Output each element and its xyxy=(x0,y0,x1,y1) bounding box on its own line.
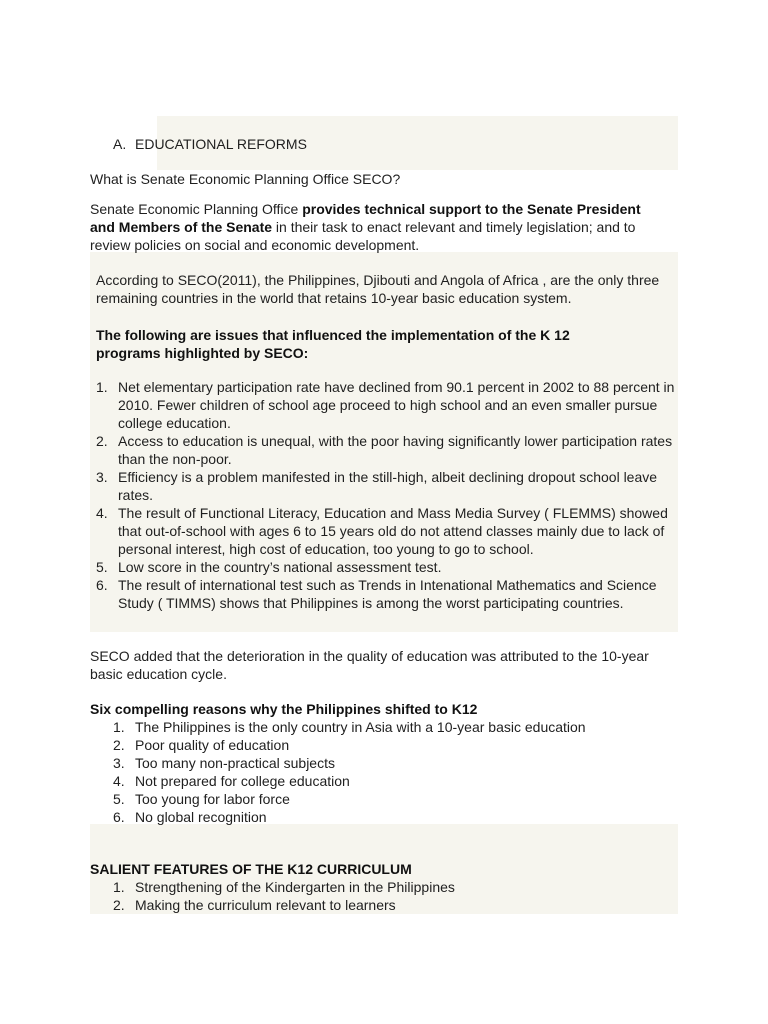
item-text: The result of Functional Literacy, Education and Mass Media Survey ( FLEMMS) showed that out-of-school with ages 6 to 15 years old do not attend classes mainly due to lack of personal interest, high cost of education, too young to go to school. xyxy=(118,505,668,557)
list-item xyxy=(113,790,673,808)
item-number: 4. xyxy=(113,773,125,789)
item-number: 4. xyxy=(96,505,108,521)
list-item xyxy=(96,378,678,432)
item-number: 2. xyxy=(96,433,108,449)
item-number: 5. xyxy=(96,559,108,575)
item-text: Not prepared for college education xyxy=(135,773,350,789)
item-text: Poor quality of education xyxy=(135,737,290,753)
seco-question: What is Senate Economic Planning Office SECO? xyxy=(90,171,401,187)
item-number: 6. xyxy=(96,577,108,593)
item-number: 3. xyxy=(113,755,125,771)
item-number: 2. xyxy=(113,737,125,753)
item-text: Making the curriculum relevant to learners xyxy=(135,897,396,913)
item-text: Access to education is unequal, with the poor having significantly lower participation rates than the non-poor. xyxy=(118,433,673,467)
list-item xyxy=(113,754,673,772)
item-number: 6. xyxy=(113,809,125,825)
list-item xyxy=(96,504,678,558)
list-item xyxy=(113,808,673,826)
item-number: 1. xyxy=(113,719,125,735)
item-text: The Philippines is the only country in Asia with a 10-year basic education xyxy=(135,719,586,735)
item-text: The result of international test such as Trends in Intenational Mathematics and Science Study ( TIMMS) shows that Philippines is among the worst participating countries. xyxy=(118,577,657,611)
list-item xyxy=(96,432,678,468)
reasons-list xyxy=(113,718,673,826)
list-item xyxy=(96,576,678,630)
list-item xyxy=(113,878,673,896)
seco-definition xyxy=(90,200,650,254)
seco-definition-text-2: in their task to enact relevant and timely legislation; and to review policies on social and economic development. xyxy=(90,219,636,253)
seco-added: SECO added that the deterioration in the quality of education was attributed to the 10-year basic education cycle. xyxy=(90,648,649,682)
section-marker: A. xyxy=(113,136,127,152)
item-text: Too many non-practical subjects xyxy=(135,755,335,771)
item-number: 3. xyxy=(96,469,108,485)
section-title: EDUCATIONAL REFORMS xyxy=(135,136,307,152)
item-number: 5. xyxy=(113,791,125,807)
seco-intro: According to SECO(2011), the Philippines, Djibouti and Angola of Africa , are the only three remaining countries in the world that retains 10-year basic education system. xyxy=(96,272,660,306)
seco-definition-text-1: Senate Economic Planning Office xyxy=(90,201,303,217)
item-text: Low score in the country’s national assessment test. xyxy=(118,559,442,575)
item-text: Net elementary participation rate have declined from 90.1 percent in 2002 to 88 percent in 2010. Fewer children of school age proceed to high school and an even smaller pursue college education. xyxy=(118,379,675,431)
features-heading: SALIENT FEATURES OF THE K12 CURRICULUM xyxy=(90,861,412,877)
item-text: Strengthening of the Kindergarten in the Philippines xyxy=(135,879,455,895)
seco-definition-bold: provides technical support to the Senate President and Members of the Senate xyxy=(90,201,641,235)
item-text: Efficiency is a problem manifested in the still-high, albeit declining dropout school leave rates. xyxy=(118,469,658,503)
reasons-heading: Six compelling reasons why the Philippines shifted to K12 xyxy=(90,701,478,717)
item-number: 1. xyxy=(113,879,125,895)
list-item xyxy=(113,736,673,754)
item-number: 1. xyxy=(96,379,108,395)
issues-list xyxy=(96,378,678,630)
list-item xyxy=(113,718,673,736)
item-text: Too young for labor force xyxy=(135,791,290,807)
item-text: No global recognition xyxy=(135,809,267,825)
item-number: 2. xyxy=(113,897,125,913)
list-item xyxy=(96,558,678,576)
features-list xyxy=(113,878,673,914)
issues-heading: The following are issues that influenced the implementation of the K 12 programs highlighted by SECO: xyxy=(96,327,570,361)
list-item xyxy=(113,772,673,790)
list-item xyxy=(96,468,678,504)
list-item xyxy=(113,896,673,914)
